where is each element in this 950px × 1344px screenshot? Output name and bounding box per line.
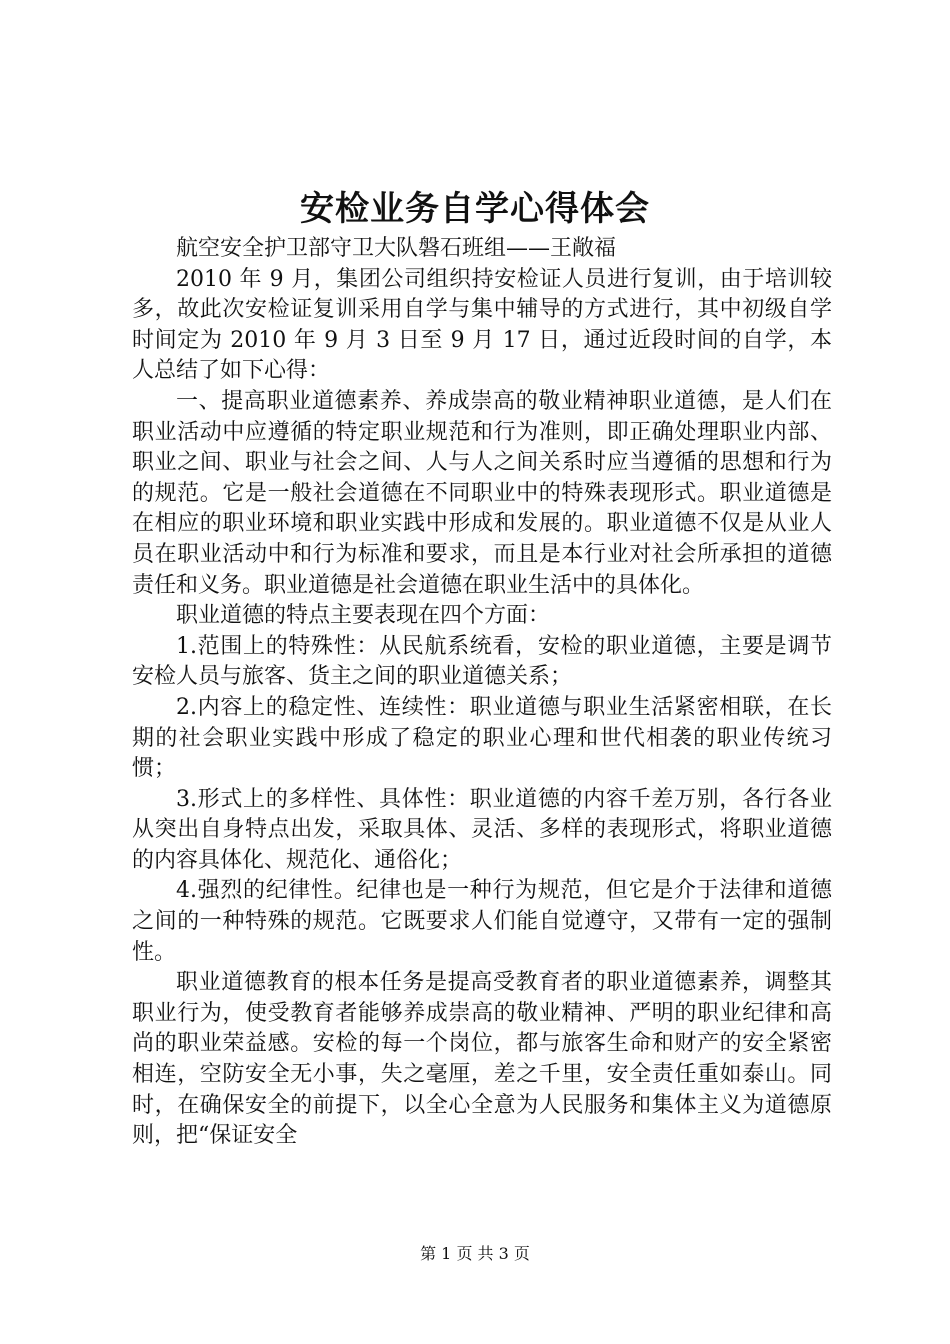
page-number-footer: 第 1 页 共 3 页 — [420, 1244, 530, 1263]
paragraph-5: 2.内容上的稳定性、连续性：职业道德与职业生活紧密相联，在长期的社会职业实践中形成了稳定的职业心理和世代相袭的职业传统习惯； — [132, 694, 832, 782]
paragraph-7: 4.强烈的纪律性。纪律也是一种行为规范，但它是介于法律和道德之间的一种特殊的规范。它既要求人们能自觉遵守，又带有一定的强制性。 — [132, 878, 832, 965]
paragraph-4: 1.范围上的特殊性：从民航系统看，安检的职业道德，主要是调节安检人员与旅客、货主之间的职业道德关系； — [132, 633, 832, 690]
paragraph-3: 职业道德的特点主要表现在四个方面： — [176, 603, 551, 629]
byline: 航空安全护卫部守卫大队磐石班组——王敞福 — [176, 236, 617, 261]
paragraph-6: 3.形式上的多样性、具体性：职业道德的内容千差万别，各行各业从突出自身特点出发，采取具体、灵活、多样的表现形式，将职业道德的内容具体化、规范化、通俗化； — [132, 786, 832, 873]
paragraph-1: 2010 年 9 月，集团公司组织持安检证人员进行复训，由于培训较多，故此次安检证复训采用自学与集中辅导的方式进行，其中初级自学时间定为 2010 年 9 月 3 日至 9 月 17 日，通过近段时间的自学，本人总结了如下心得： — [132, 266, 832, 384]
document-body — [132, 234, 832, 1152]
paragraph-8: 职业道德教育的根本任务是提高受教育者的职业道德素养，调整其职业行为，使受教育者能够养成崇高的敬业精神、严明的职业纪律和高尚的职业荣益感。安检的每一个岗位，都与旅客生命和财产的安全紧密相连，空防安全无小事，失之毫厘，差之千里，安全责任重如泰山。同时，在确保安全的前提下，以全心全意为人民服务和集体主义为道德原则，把“保证安全 — [132, 970, 832, 1149]
document-title: 安检业务自学心得体会 — [300, 189, 650, 229]
paragraph-2: 一、提高职业道德素养、养成崇高的敬业精神职业道德，是人们在职业活动中应遵循的特定职业规范和行为准则，即正确处理职业内部、职业之间、职业与社会之间、人与人之间关系时应当遵循的思想和行为的规范。它是一般社会道德在不同职业中的特殊表现形式。职业道德是在相应的职业环境和职业实践中形成和发展的。职业道德不仅是从业人员在职业活动中和行为标准和要求，而且是本行业对社会所承担的道德责任和义务。职业道德是社会道德在职业生活中的具体化。 — [132, 388, 832, 598]
